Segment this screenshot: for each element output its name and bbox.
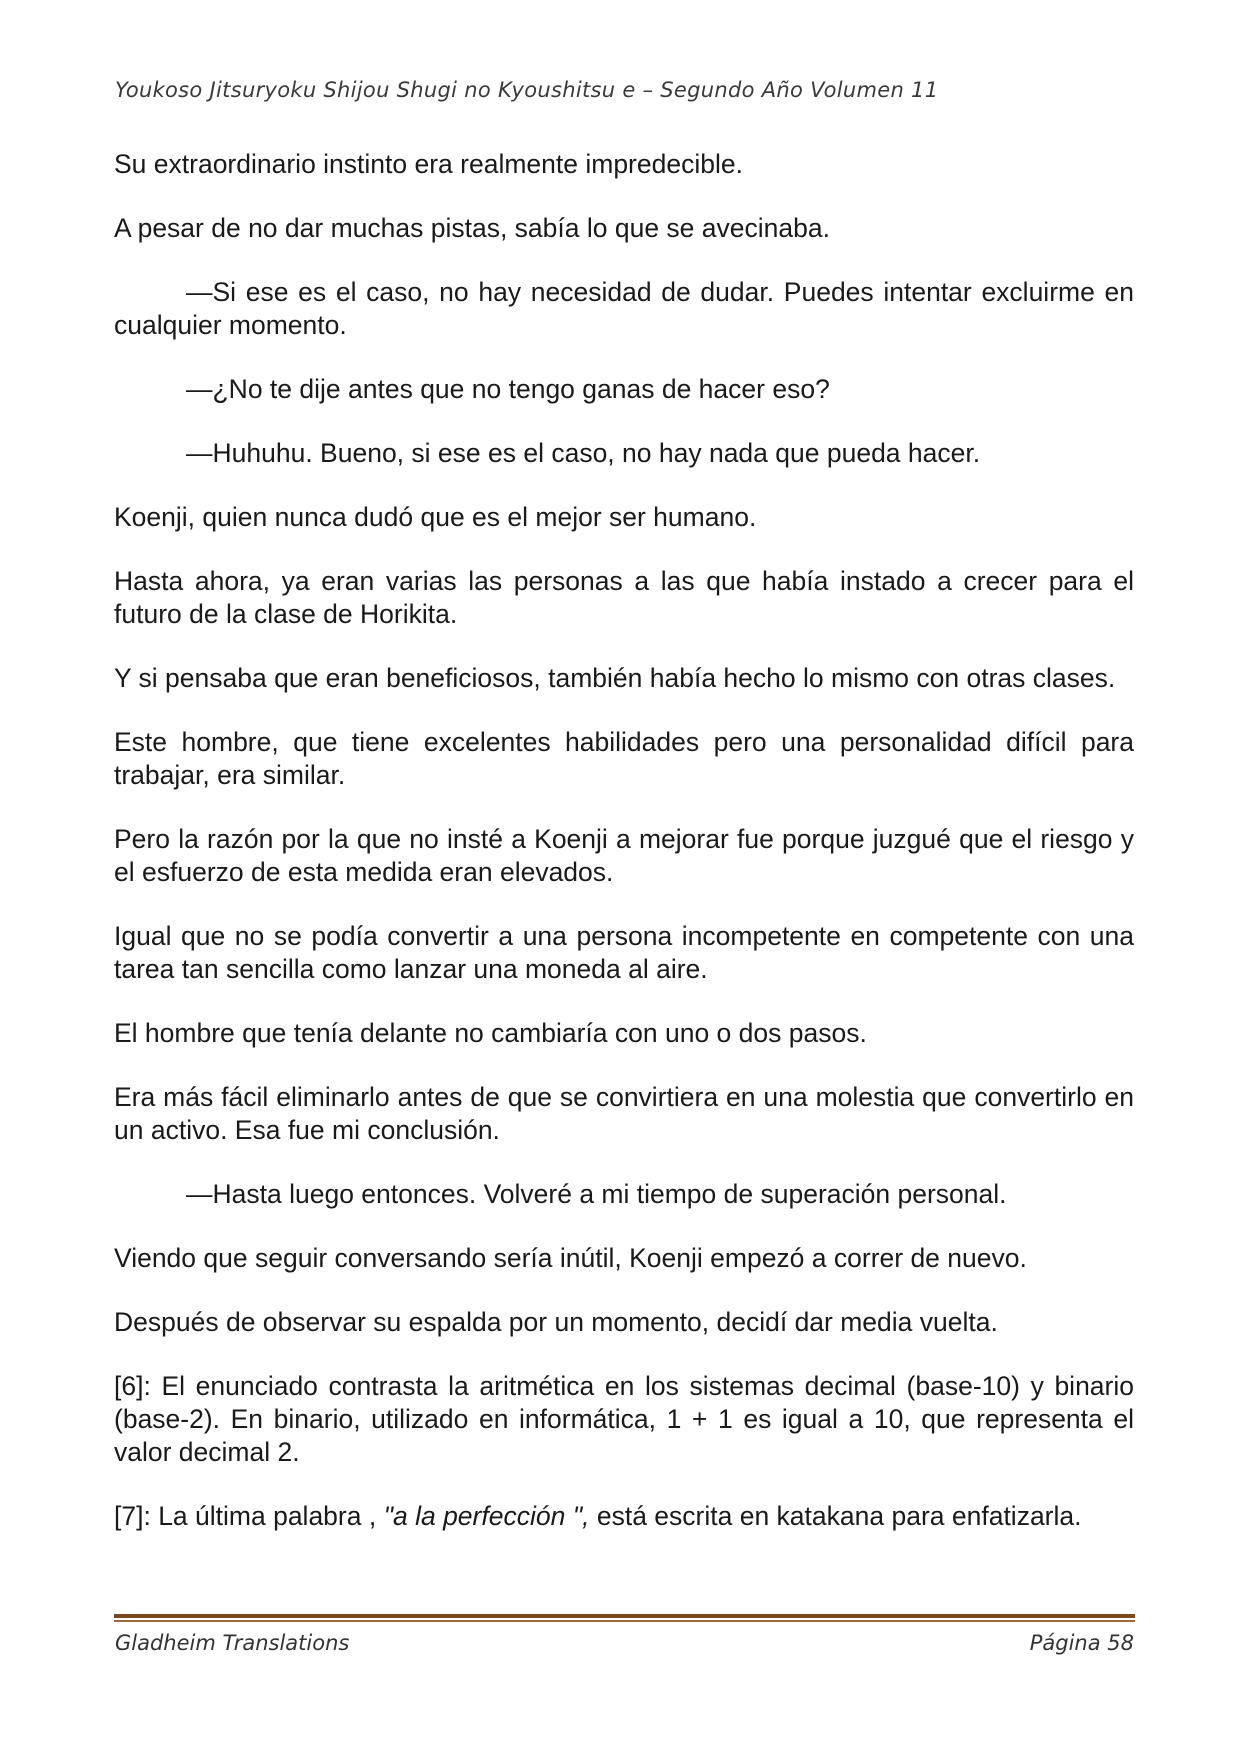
paragraph: Este hombre, que tiene excelentes habilidades pero una personalidad difícil para trabajar, era similar. bbox=[114, 727, 1134, 790]
dialogue-line: —Hasta luego entonces. Volveré a mi tiempo de superación personal. bbox=[186, 1179, 1007, 1209]
footer-divider-thin bbox=[114, 1620, 1135, 1622]
paragraph: Koenji, quien nunca dudó que es el mejor ser humano. bbox=[114, 502, 757, 532]
footnote-7 bbox=[114, 1500, 1134, 1533]
paragraph: El hombre que tenía delante no cambiaría con uno o dos pasos. bbox=[114, 1018, 867, 1048]
footer-credit: Gladheim Translations bbox=[115, 1631, 350, 1655]
paragraph: Hasta ahora, ya eran varias las personas a las que había instado a crecer para el futuro de la clase de Horikita. bbox=[114, 566, 1134, 629]
paragraph: Viendo que seguir conversando sería inútil, Koenji empezó a correr de nuevo. bbox=[114, 1243, 1027, 1273]
paragraph: A pesar de no dar muchas pistas, sabía lo que se avecinaba. bbox=[114, 213, 830, 243]
dialogue-line: —Si ese es el caso, no hay necesidad de dudar. Puedes intentar excluirme en cualquier momento. bbox=[114, 277, 1134, 340]
paragraph: Y si pensaba que eran beneficiosos, también había hecho lo mismo con otras clases. bbox=[114, 663, 1116, 693]
dialogue-line: —¿No te dije antes que no tengo ganas de hacer eso? bbox=[186, 374, 830, 404]
footnote-7-emphasis: "a la perfección ", bbox=[383, 1501, 590, 1531]
footnote-7-prefix: [7]: La última palabra , bbox=[114, 1501, 384, 1531]
paragraph: Después de observar su espalda por un momento, decidí dar media vuelta. bbox=[114, 1307, 998, 1337]
page-header-title: Youkoso Jitsuryoku Shijou Shugi no Kyoushitsu e – Segundo Año Volumen 11 bbox=[115, 78, 939, 102]
footnote-7-suffix: está escrita en katakana para enfatizarla. bbox=[589, 1501, 1082, 1531]
paragraph: Era más fácil eliminarlo antes de que se convirtiera en una molestia que convertirlo en un activo. Esa fue mi conclusión. bbox=[114, 1082, 1134, 1145]
dialogue-line: —Huhuhu. Bueno, si ese es el caso, no hay nada que pueda hacer. bbox=[186, 438, 981, 468]
page-number: Página 58 bbox=[1029, 1631, 1134, 1655]
footnote-6: [6]: El enunciado contrasta la aritmética en los sistemas decimal (base-10) y binario (base-2). En binario, utilizado en informática, 1 + 1 es igual a 10, que representa el valor decimal 2. bbox=[114, 1371, 1134, 1467]
footer-divider bbox=[114, 1614, 1135, 1618]
page-body bbox=[114, 148, 1134, 1533]
paragraph: Su extraordinario instinto era realmente impredecible. bbox=[114, 149, 743, 179]
paragraph: Igual que no se podía convertir a una persona incompetente en competente con una tarea tan sencilla como lanzar una moneda al aire. bbox=[114, 921, 1134, 984]
paragraph: Pero la razón por la que no insté a Koenji a mejorar fue porque juzgué que el riesgo y el esfuerzo de esta medida eran elevados. bbox=[114, 824, 1134, 887]
